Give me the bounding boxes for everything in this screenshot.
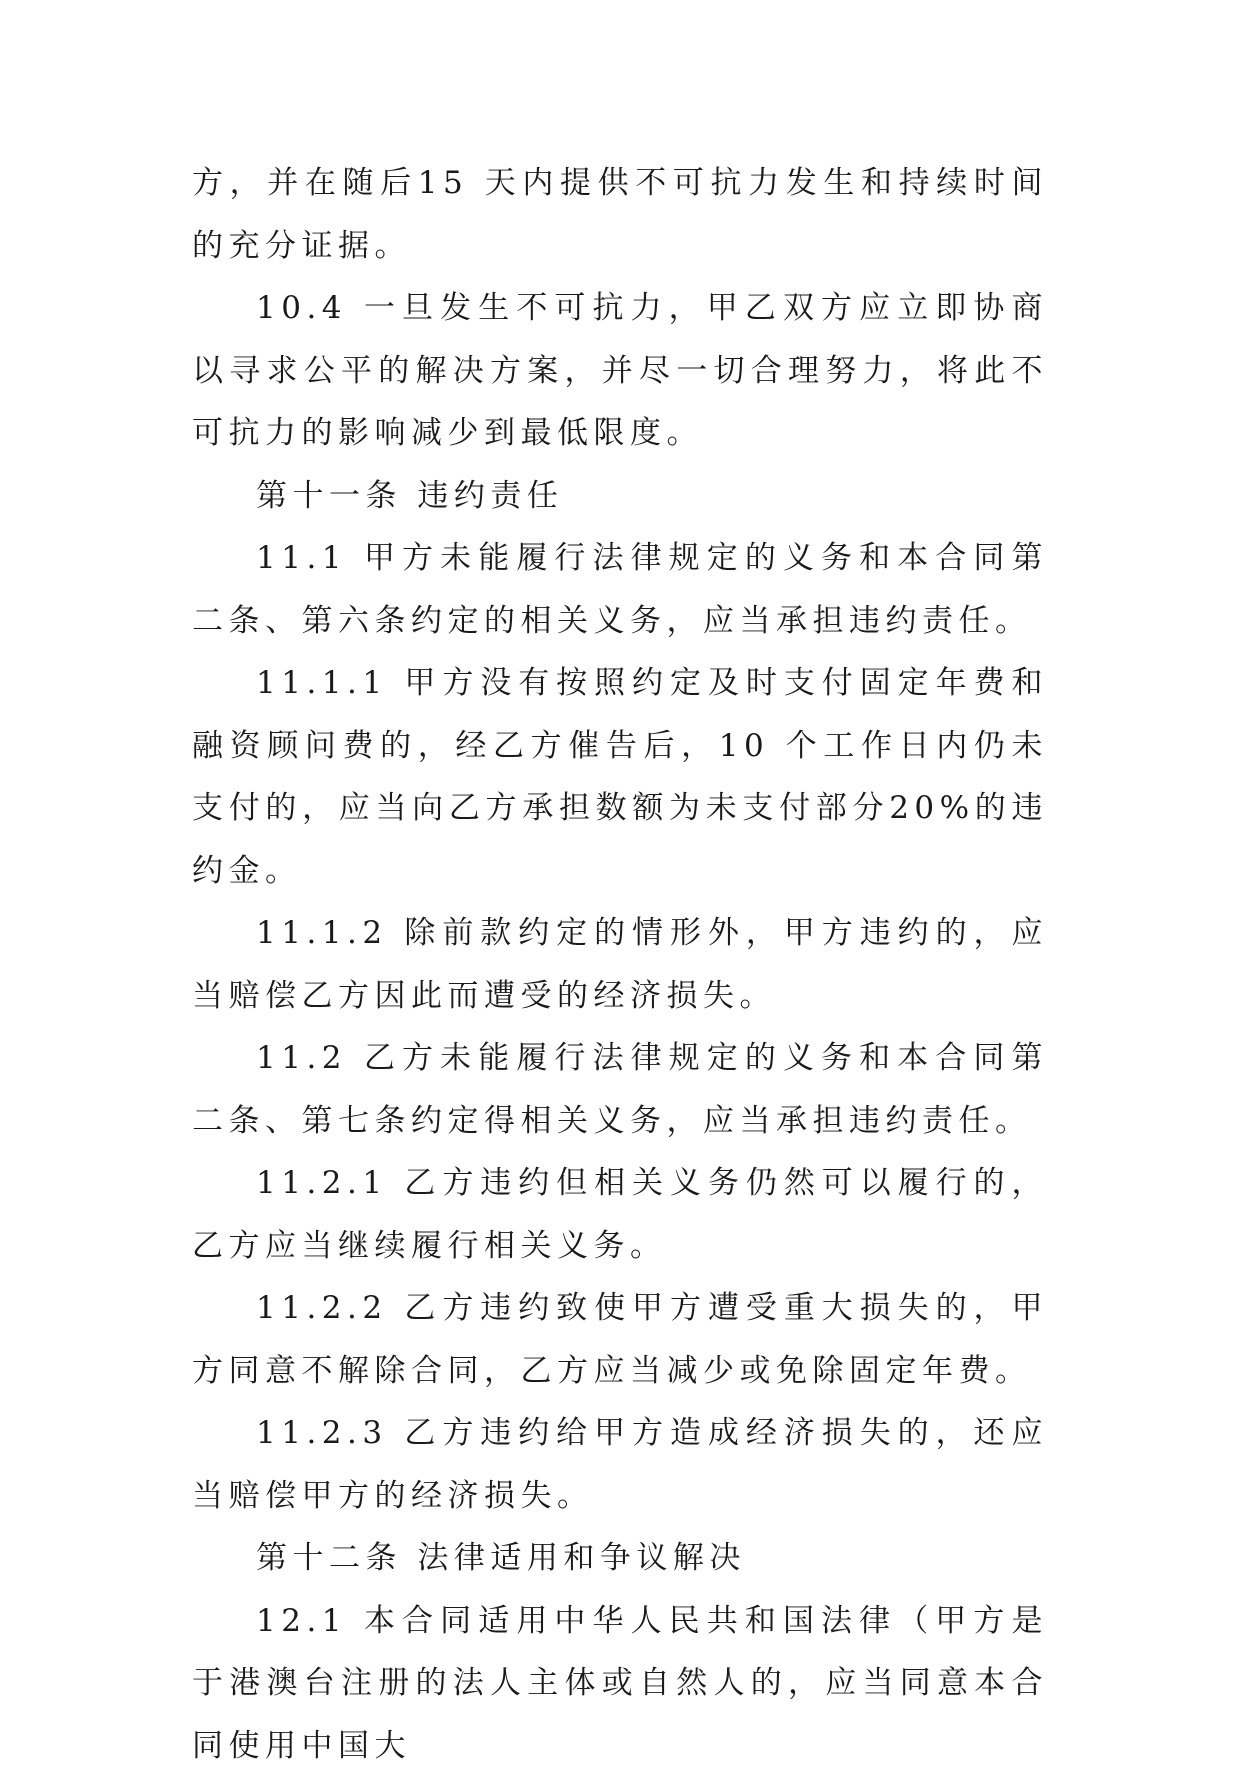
paragraph-11-2-3: 11.2.3 乙方违约给甲方造成经济损失的，还应当赔偿甲方的经济损失。 [192, 1402, 1048, 1527]
paragraph-11-2-1: 11.2.1 乙方违约但相关义务仍然可以履行的，乙方应当继续履行相关义务。 [192, 1152, 1048, 1277]
heading-article-11: 第十一条 违约责任 [192, 465, 1048, 528]
paragraph-10-3-continuation: 方，并在随后15 天内提供不可抗力发生和持续时间的充分证据。 [192, 152, 1048, 277]
heading-article-12: 第十二条 法律适用和争议解决 [192, 1527, 1048, 1590]
paragraph-11-1: 11.1 甲方未能履行法律规定的义务和本合同第二条、第六条约定的相关义务，应当承担违约责任。 [192, 527, 1048, 652]
paragraph-11-1-1: 11.1.1 甲方没有按照约定及时支付固定年费和融资顾问费的，经乙方催告后，10 个工作日内仍未支付的，应当向乙方承担数额为未支付部分20%的违约金。 [192, 652, 1048, 902]
paragraph-11-2-2: 11.2.2 乙方违约致使甲方遭受重大损失的，甲方同意不解除合同，乙方应当减少或免除固定年费。 [192, 1277, 1048, 1402]
paragraph-11-1-2: 11.1.2 除前款约定的情形外，甲方违约的，应当赔偿乙方因此而遭受的经济损失。 [192, 902, 1048, 1027]
paragraph-11-2: 11.2 乙方未能履行法律规定的义务和本合同第二条、第七条约定得相关义务，应当承担违约责任。 [192, 1027, 1048, 1152]
paragraph-10-4: 10.4 一旦发生不可抗力，甲乙双方应立即协商以寻求公平的解决方案，并尽一切合理努力，将此不可抗力的影响减少到最低限度。 [192, 277, 1048, 465]
paragraph-12-1: 12.1 本合同适用中华人民共和国法律（甲方是于港澳台注册的法人主体或自然人的，应当同意本合同使用中国大 [192, 1590, 1048, 1777]
document-body [192, 152, 1048, 1777]
